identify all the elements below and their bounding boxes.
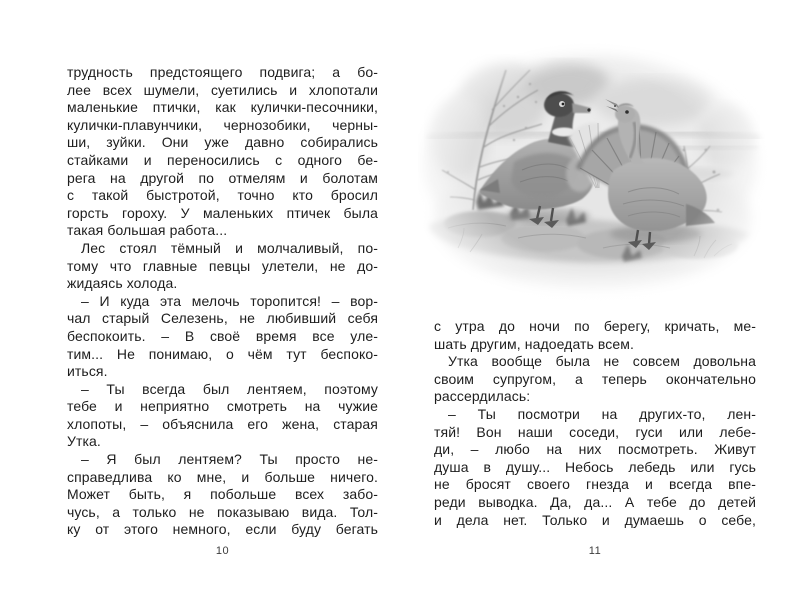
right-page-number: 11 [588, 545, 602, 557]
text-line: не бросят своего гнезда и всегда впе- [434, 476, 756, 493]
edge-vignette [418, 42, 768, 312]
text-line: рега на другой по отмелям и болотам [67, 169, 378, 186]
text-line: маленькие птички, как кулички-песочники, [67, 99, 378, 116]
text-line: стайками и переносились с одного бе- [67, 151, 378, 168]
text-line: чал старый Селезень, не любивший себя [67, 310, 378, 327]
text-line: – И куда эта мелочь торопится! – вор- [81, 292, 378, 309]
text-line: лее всех шумели, суетились и хлопотали [67, 81, 378, 98]
text-line: – Ты всегда был лентяем, поэтому [81, 380, 378, 397]
text-line: тяй! Вон наши соседи, гуси или лебе- [434, 423, 756, 440]
text-line: шать другим, надоедать всем. [434, 335, 635, 352]
text-line: Утка вообще была не совсем довольна [448, 353, 756, 370]
text-line: иться. [67, 363, 108, 380]
left-page-text [67, 64, 378, 539]
text-line: трудность предстоящего подвига; а бо- [67, 64, 378, 80]
text-line: – Ты посмотри на других-то, лен- [448, 405, 756, 422]
text-line: Утка. [67, 433, 101, 450]
text-line: ди, – любо на них посмотреть. Живут [434, 441, 756, 458]
text-line: такая большая работа... [67, 222, 228, 239]
text-line: справедлива ко мне, и больше ничего. [67, 468, 378, 485]
text-line: тому что главные певцы улетели, не до- [67, 257, 378, 274]
text-line: Лес стоял тёмный и молчаливый, по- [81, 239, 378, 256]
text-line: чусь, а только не показываю вида. Тол- [67, 503, 378, 520]
text-line: горсть гороху. У маленьких птичек была [67, 204, 378, 221]
text-line: ку от этого немного, если буду бегать [67, 521, 378, 538]
text-line: Может быть, я побольше всех забо- [67, 486, 378, 503]
text-line: своим супругом, а теперь окончательно [434, 370, 756, 387]
text-line: реди выводка. Да, да... А тебе до детей [434, 493, 756, 510]
duck-illustration [418, 42, 768, 312]
text-line: рассердилась: [434, 388, 531, 405]
text-line: ши, зуйки. Они уже давно собирались [67, 134, 378, 151]
right-page-text [434, 318, 756, 529]
text-line: тим... Не понимаю, о чём тут беспоко- [67, 345, 378, 362]
text-line: хлопоты, – объяснила его жена, старая [67, 415, 378, 432]
text-line: и дела нет. Только и думаешь о себе, [434, 511, 756, 528]
text-line: душа в душу... Небось лебедь или гусь [434, 458, 756, 475]
text-line: с такой быстротой, точно кто бросил [67, 187, 378, 204]
text-line: жидаясь холода. [67, 275, 178, 292]
text-line: с утра до ночи по берегу, кричать, ме- [434, 318, 756, 334]
text-line: кулички-плавунчики, чернозобики, черны- [67, 116, 378, 133]
text-line: – Я был лентяем? Ты просто не- [81, 451, 378, 468]
left-page-number: 10 [215, 545, 230, 557]
text-line: тебе и неприятно смотреть на чужие [67, 398, 378, 415]
text-line: беспокоить. – В своё время все уле- [67, 327, 378, 344]
